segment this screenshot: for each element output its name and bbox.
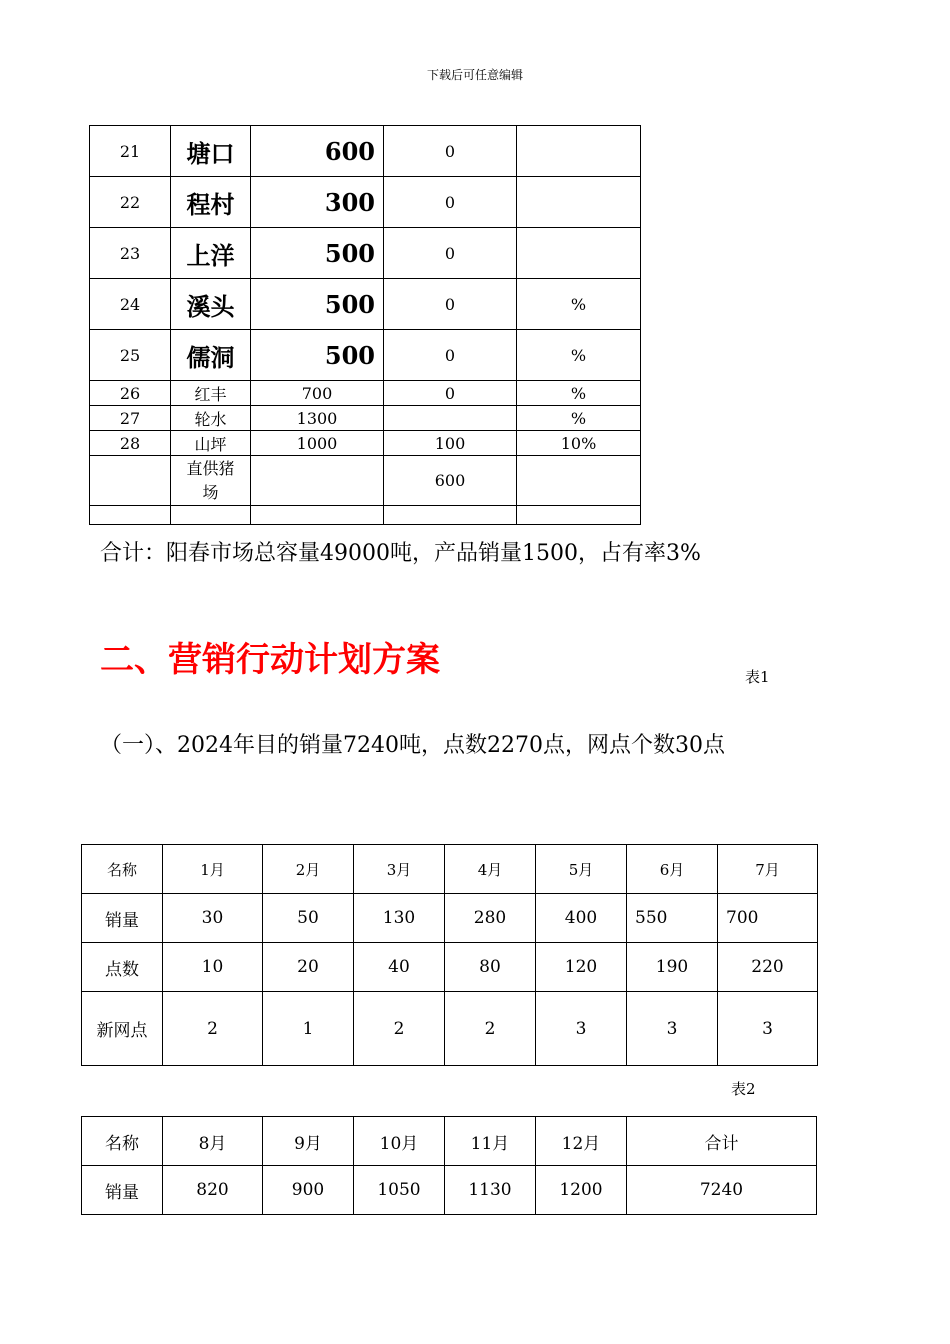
- table-cell: 30: [163, 894, 263, 943]
- row-label: 点数: [82, 943, 163, 992]
- table-row: [90, 456, 641, 506]
- table-cell: 120: [536, 943, 627, 992]
- sales-value: 0: [384, 228, 517, 279]
- table-label-1: 表1: [745, 668, 770, 686]
- header-cell: 4月: [445, 845, 536, 894]
- header-cell: 7月: [718, 845, 818, 894]
- row-number: [90, 456, 171, 506]
- row-number: 26: [90, 381, 171, 406]
- table-row: [90, 126, 641, 177]
- header-cell: 12月: [536, 1117, 627, 1166]
- table-header-row: [82, 845, 818, 894]
- table-cell: 2: [445, 992, 536, 1066]
- region-name: 轮水: [171, 406, 251, 431]
- region-name: 直供猪场: [171, 456, 251, 506]
- sales-value: 0: [384, 381, 517, 406]
- region-name: 山坪: [171, 431, 251, 456]
- table-cell: 1: [263, 992, 354, 1066]
- table-row: [82, 1166, 817, 1215]
- header-cell: 名称: [82, 1117, 163, 1166]
- capacity-value: 700: [251, 381, 384, 406]
- row-number: 22: [90, 177, 171, 228]
- table-cell: 1130: [445, 1166, 536, 1215]
- header-cell: 1月: [163, 845, 263, 894]
- monthly-plan-table-2: [81, 1116, 817, 1215]
- header-cell: 8月: [163, 1117, 263, 1166]
- sales-value: 0: [384, 177, 517, 228]
- table-row: [90, 330, 641, 381]
- table-cell: 80: [445, 943, 536, 992]
- table-cell: 900: [263, 1166, 354, 1215]
- table-row-empty: [90, 506, 641, 525]
- table-cell: 1050: [354, 1166, 445, 1215]
- sales-value: [384, 406, 517, 431]
- empty-cell: [251, 506, 384, 525]
- table-row: [90, 228, 641, 279]
- header-cell: 9月: [263, 1117, 354, 1166]
- header-cell: 11月: [445, 1117, 536, 1166]
- row-number: 27: [90, 406, 171, 431]
- share-value: [517, 228, 641, 279]
- header-cell: 10月: [354, 1117, 445, 1166]
- share-value: [517, 456, 641, 506]
- table-cell: 50: [263, 894, 354, 943]
- sales-value: 100: [384, 431, 517, 456]
- table-header-row: [82, 1117, 817, 1166]
- sales-value: 0: [384, 279, 517, 330]
- region-name: 儒洞: [171, 330, 251, 381]
- region-name: 上洋: [171, 228, 251, 279]
- table-cell: 3: [536, 992, 627, 1066]
- region-name: 红丰: [171, 381, 251, 406]
- empty-cell: [90, 506, 171, 525]
- table-cell: 400: [536, 894, 627, 943]
- table-cell: 3: [718, 992, 818, 1066]
- row-number: 21: [90, 126, 171, 177]
- share-value: %: [517, 406, 641, 431]
- empty-cell: [384, 506, 517, 525]
- table-row: [82, 943, 818, 992]
- table-row: [90, 279, 641, 330]
- table-row: [90, 406, 641, 431]
- region-capacity-table: [89, 125, 641, 525]
- capacity-value: 500: [251, 330, 384, 381]
- section-title: 二、营销行动计划方案: [100, 640, 440, 680]
- capacity-value: 600: [251, 126, 384, 177]
- monthly-plan-table-1: [81, 844, 818, 1066]
- header-cell: 2月: [263, 845, 354, 894]
- capacity-value: 500: [251, 279, 384, 330]
- table-row: [90, 431, 641, 456]
- empty-cell: [171, 506, 251, 525]
- table-cell: 1200: [536, 1166, 627, 1215]
- table-cell: 220: [718, 943, 818, 992]
- intro-paragraph: （一）、2024年目的销量7240吨，点数2270点，网点个数30点: [100, 733, 725, 758]
- summary-line: 合计：阳春市场总容量49000吨，产品销量1500，占有率3%: [100, 541, 701, 566]
- header-cell: 5月: [536, 845, 627, 894]
- table-cell: 130: [354, 894, 445, 943]
- row-label: 销量: [82, 1166, 163, 1215]
- table-cell: 20: [263, 943, 354, 992]
- capacity-value: 500: [251, 228, 384, 279]
- header-cell: 3月: [354, 845, 445, 894]
- table-cell: 40: [354, 943, 445, 992]
- row-number: 23: [90, 228, 171, 279]
- sales-value: 0: [384, 126, 517, 177]
- row-number: 28: [90, 431, 171, 456]
- sales-value: 0: [384, 330, 517, 381]
- table-cell: 2: [163, 992, 263, 1066]
- row-label: 新网点: [82, 992, 163, 1066]
- share-value: %: [517, 330, 641, 381]
- header-cell: 合计: [627, 1117, 817, 1166]
- table-cell: 10: [163, 943, 263, 992]
- capacity-value: 300: [251, 177, 384, 228]
- capacity-value: 1000: [251, 431, 384, 456]
- share-value: [517, 177, 641, 228]
- header-cell: 名称: [82, 845, 163, 894]
- table-cell: 2: [354, 992, 445, 1066]
- region-name: 溪头: [171, 279, 251, 330]
- share-value: 10%: [517, 431, 641, 456]
- region-name: 塘口: [171, 126, 251, 177]
- table-label-2: 表2: [731, 1080, 756, 1098]
- share-value: [517, 126, 641, 177]
- table-cell: 700: [718, 894, 818, 943]
- table-cell: 280: [445, 894, 536, 943]
- table-row: [90, 177, 641, 228]
- table-row: [82, 992, 818, 1066]
- row-number: 25: [90, 330, 171, 381]
- capacity-value: 1300: [251, 406, 384, 431]
- table-cell: 3: [627, 992, 718, 1066]
- share-value: %: [517, 279, 641, 330]
- page-header-note: 下载后可任意编辑: [426, 68, 523, 82]
- row-number: 24: [90, 279, 171, 330]
- table-cell: 820: [163, 1166, 263, 1215]
- table-cell: 550: [627, 894, 718, 943]
- share-value: %: [517, 381, 641, 406]
- row-label: 销量: [82, 894, 163, 943]
- header-cell: 6月: [627, 845, 718, 894]
- capacity-value: [251, 456, 384, 506]
- empty-cell: [517, 506, 641, 525]
- table-cell: 7240: [627, 1166, 817, 1215]
- region-name: 程村: [171, 177, 251, 228]
- table-cell: 190: [627, 943, 718, 992]
- table-row: [90, 381, 641, 406]
- sales-value: 600: [384, 456, 517, 506]
- table-row: [82, 894, 818, 943]
